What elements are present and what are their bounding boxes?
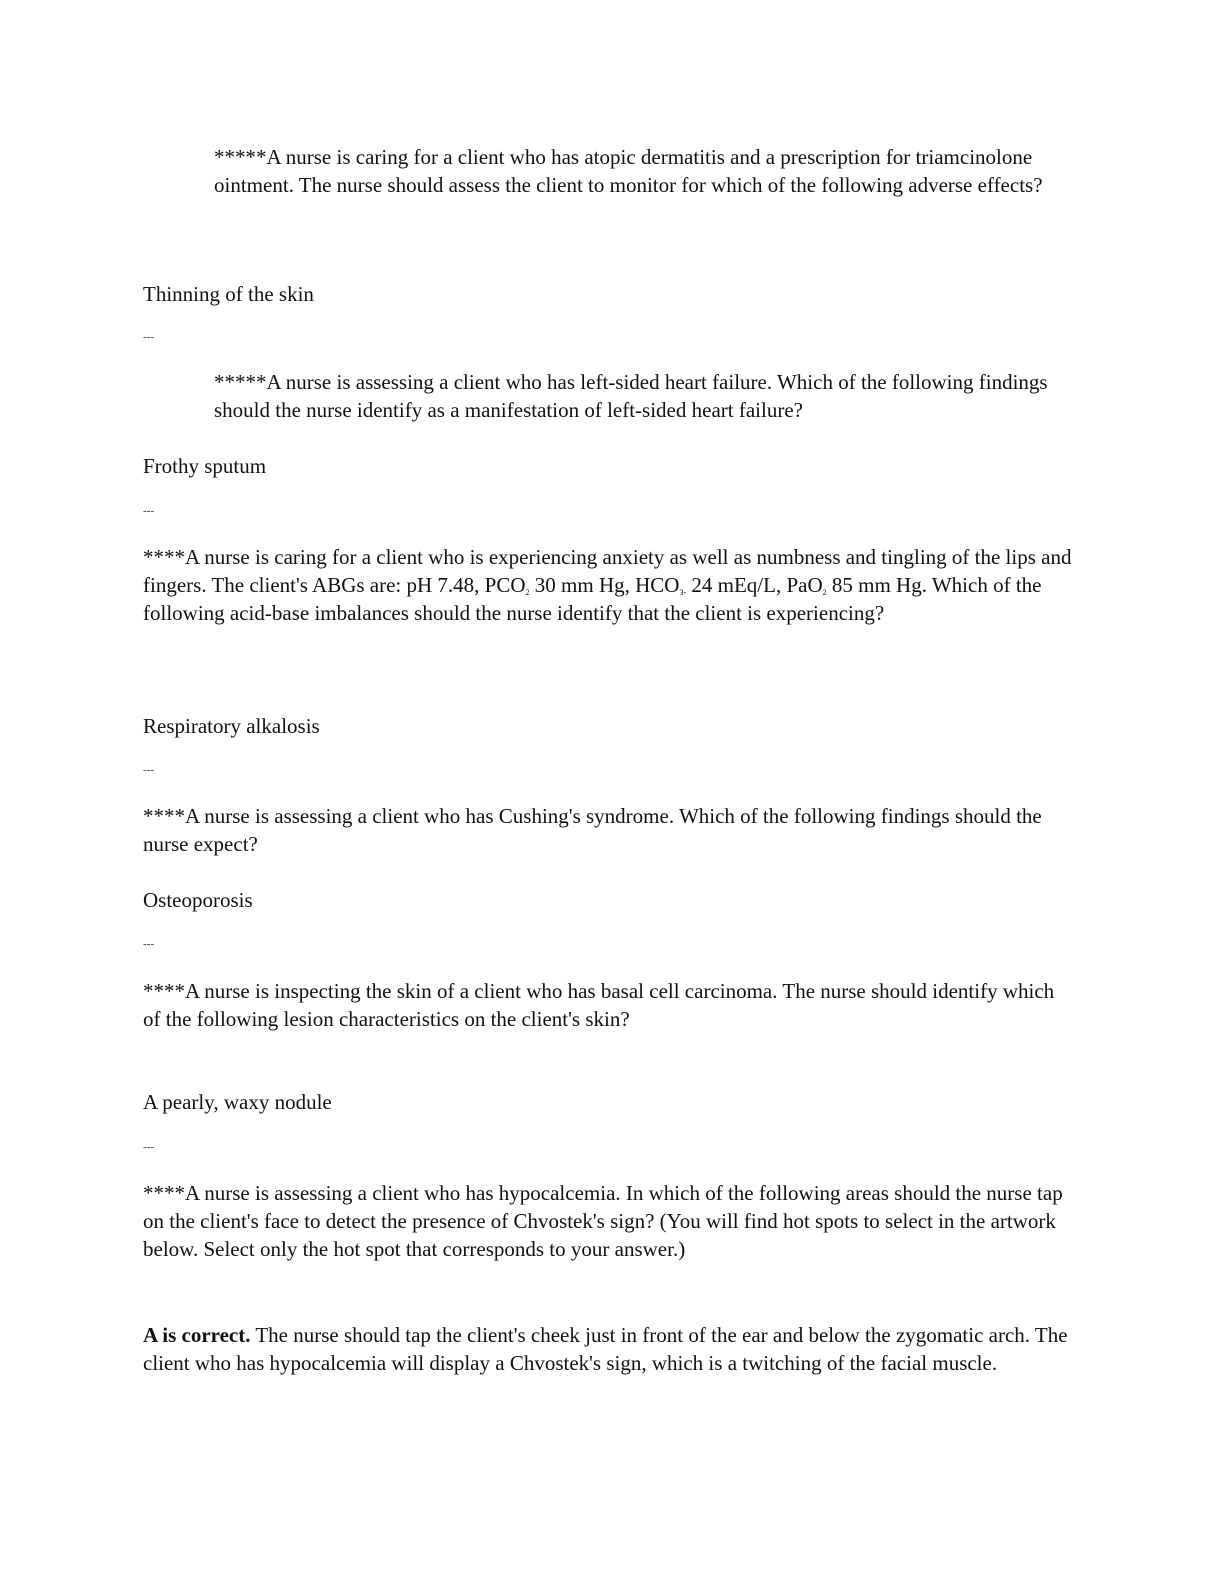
separator: --- — [143, 1141, 154, 1153]
separator: --- — [143, 938, 154, 950]
question-6: ****A nurse is assessing a client who has hypocalcemia. In which of the following areas should the nurse tap on the client's face to detect the presence of Chvostek's sign? (You will find hot spots to select in the artwork below. Select only the hot spot that corresponds to your answer.) — [143, 1181, 1063, 1261]
answer-6-lead: A is correct. — [143, 1323, 251, 1347]
question-2: *****A nurse is assessing a client who has left-sided heart failure. Which of the following findings should the nurse identify as a manifestation of left-sided heart failure? — [214, 370, 1048, 422]
answer-2: Frothy sputum — [143, 454, 267, 478]
pco2-subscript: 2 — [525, 588, 530, 597]
separator: --- — [143, 331, 154, 343]
question-5: ****A nurse is inspecting the skin of a client who has basal cell carcinoma. The nurse should identify which of the following lesion characteristics on the client's skin? — [143, 979, 1055, 1031]
answer-6-body: The nurse should tap the client's cheek just in front of the ear and below the zygomatic arch. The client who has hypocalcemia will display a Chvostek's sign, which is a twitching of the facial muscle. — [143, 1323, 1068, 1375]
question-4: ****A nurse is assessing a client who has Cushing's syndrome. Which of the following findings should the nurse expect? — [143, 804, 1042, 856]
question-3-part-2: 30 mm Hg, HCO — [529, 573, 680, 597]
hco3-subscript: 3- — [679, 588, 687, 597]
answer-3: Respiratory alkalosis — [143, 714, 320, 738]
question-3-part-3: 24 mEq/L, PaO — [686, 573, 823, 597]
answer-4: Osteoporosis — [143, 888, 253, 912]
answer-6 — [143, 1321, 1073, 1377]
pao2-subscript: 2 — [822, 588, 827, 597]
question-3-part-1: ****A nurse is caring for a client who is experiencing anxiety as well as numbness and tingling of the lips and fingers. The client's ABGs are: pH 7.48, PCO — [143, 545, 1072, 597]
question-3-part-4: 85 mm Hg. Which of the following acid-base imbalances should the nurse identify that the client is experiencing? — [143, 573, 1042, 625]
question-3 — [143, 543, 1073, 627]
separator: --- — [143, 764, 154, 776]
separator: --- — [143, 505, 154, 517]
question-1: *****A nurse is caring for a client who has atopic dermatitis and a prescription for triamcinolone ointment. The nurse should assess the client to monitor for which of the following adverse effects? — [214, 145, 1043, 197]
answer-5: A pearly, waxy nodule — [143, 1090, 332, 1114]
answer-1: Thinning of the skin — [143, 282, 314, 306]
